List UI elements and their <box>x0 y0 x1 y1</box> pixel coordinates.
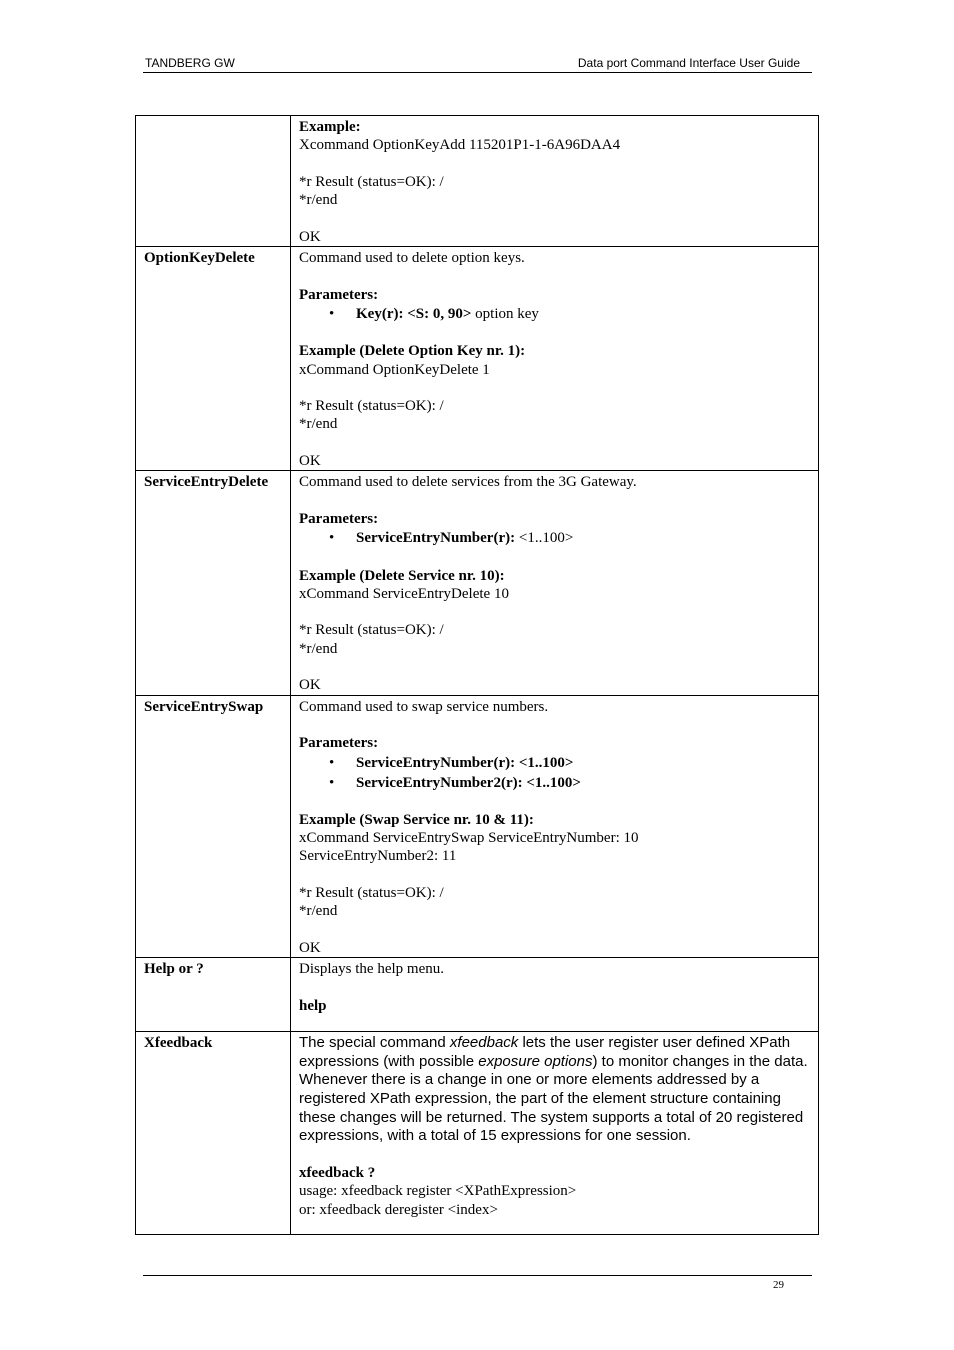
command-description-cell <box>291 247 819 471</box>
parameter-item: • ServiceEntryNumber2(r): <1..100> <box>356 773 810 793</box>
parameter-list <box>299 304 810 324</box>
page-footer <box>143 1275 812 1291</box>
header-company: TANDBERG GW <box>145 56 235 70</box>
end-line: *r/end <box>299 416 338 433</box>
ok-line: OK <box>299 228 321 245</box>
table-row <box>136 1032 819 1235</box>
end-line: *r/end <box>299 903 338 920</box>
command-description: Command used to delete services from the 3G Gateway. <box>299 474 637 491</box>
example-label: Example: <box>299 119 361 135</box>
parameter-list <box>299 528 810 548</box>
command-syntax: help <box>299 997 327 1014</box>
parameter-item: • ServiceEntryNumber(r): <1..100> <box>356 753 810 773</box>
example-label: Example (Delete Option Key nr. 1): <box>299 343 526 360</box>
parameter-item: • ServiceEntryNumber(r): <1..100> <box>356 528 810 548</box>
example-command: Xcommand OptionKeyAdd 115201P1-1-6A96DAA4 <box>299 137 621 154</box>
command-description-cell <box>291 958 819 1032</box>
command-description: Command used to swap service numbers. <box>299 698 549 715</box>
command-syntax: xfeedback ? <box>299 1165 376 1182</box>
ok-line: OK <box>299 677 321 694</box>
example-command-continued: ServiceEntryNumber2: 11 <box>299 848 457 865</box>
example-command: xCommand ServiceEntrySwap ServiceEntryNumber: 10 <box>299 830 639 847</box>
command-description-cell <box>291 695 819 958</box>
command-table <box>135 115 819 1235</box>
usage-line: usage: xfeedback register <XPathExpression> <box>299 1183 577 1200</box>
command-description-cell <box>291 1032 819 1235</box>
table-row <box>136 247 819 471</box>
header-doc-title: Data port Command Interface User Guide <box>577 56 800 70</box>
end-line: *r/end <box>299 192 338 209</box>
ok-line: OK <box>299 939 321 956</box>
parameters-label: Parameters: <box>299 286 379 303</box>
command-name-cell: ServiceEntrySwap <box>136 695 291 958</box>
command-description-cell <box>291 471 819 695</box>
command-description: Displays the help menu. <box>299 961 444 978</box>
command-name-cell <box>136 116 291 247</box>
result-line: *r Result (status=OK): / <box>299 622 444 639</box>
table-row <box>136 958 819 1032</box>
command-description: The special command xfeedback lets the user register user defined XPath expressions (with possible exposure options) to monitor changes in the data. Whenever there is a change in one or more elements addressed by a registered XPath expression, the part of the element structure containing these changes will be returned. The system supports a total of 20 registered expressions, with a total of 15 expressions for one session. <box>299 1034 808 1145</box>
parameters-label: Parameters: <box>299 510 379 527</box>
command-name-cell: ServiceEntryDelete <box>136 471 291 695</box>
command-name-cell: OptionKeyDelete <box>136 247 291 471</box>
example-label: Example (Delete Service nr. 10): <box>299 567 505 584</box>
command-description: Command used to delete option keys. <box>299 250 525 267</box>
page-number: 29 <box>773 1279 784 1291</box>
parameter-list <box>299 753 810 793</box>
page-header <box>143 55 812 73</box>
table-row <box>136 471 819 695</box>
command-description-cell <box>291 116 819 247</box>
parameter-item: • Key(r): <S: 0, 90> option key <box>356 304 810 324</box>
ok-line: OK <box>299 453 321 470</box>
table-row <box>136 116 819 247</box>
result-line: *r Result (status=OK): / <box>299 173 444 190</box>
command-name-cell: Help or ? <box>136 958 291 1032</box>
example-command: xCommand OptionKeyDelete 1 <box>299 361 490 378</box>
result-line: *r Result (status=OK): / <box>299 398 444 415</box>
end-line: *r/end <box>299 640 338 657</box>
command-name-cell: Xfeedback <box>136 1032 291 1235</box>
example-label: Example (Swap Service nr. 10 & 11): <box>299 811 534 828</box>
parameters-label: Parameters: <box>299 735 379 752</box>
example-command: xCommand ServiceEntryDelete 10 <box>299 585 509 602</box>
result-line: *r Result (status=OK): / <box>299 884 444 901</box>
usage-line: or: xfeedback deregister <index> <box>299 1201 498 1218</box>
table-row <box>136 695 819 958</box>
